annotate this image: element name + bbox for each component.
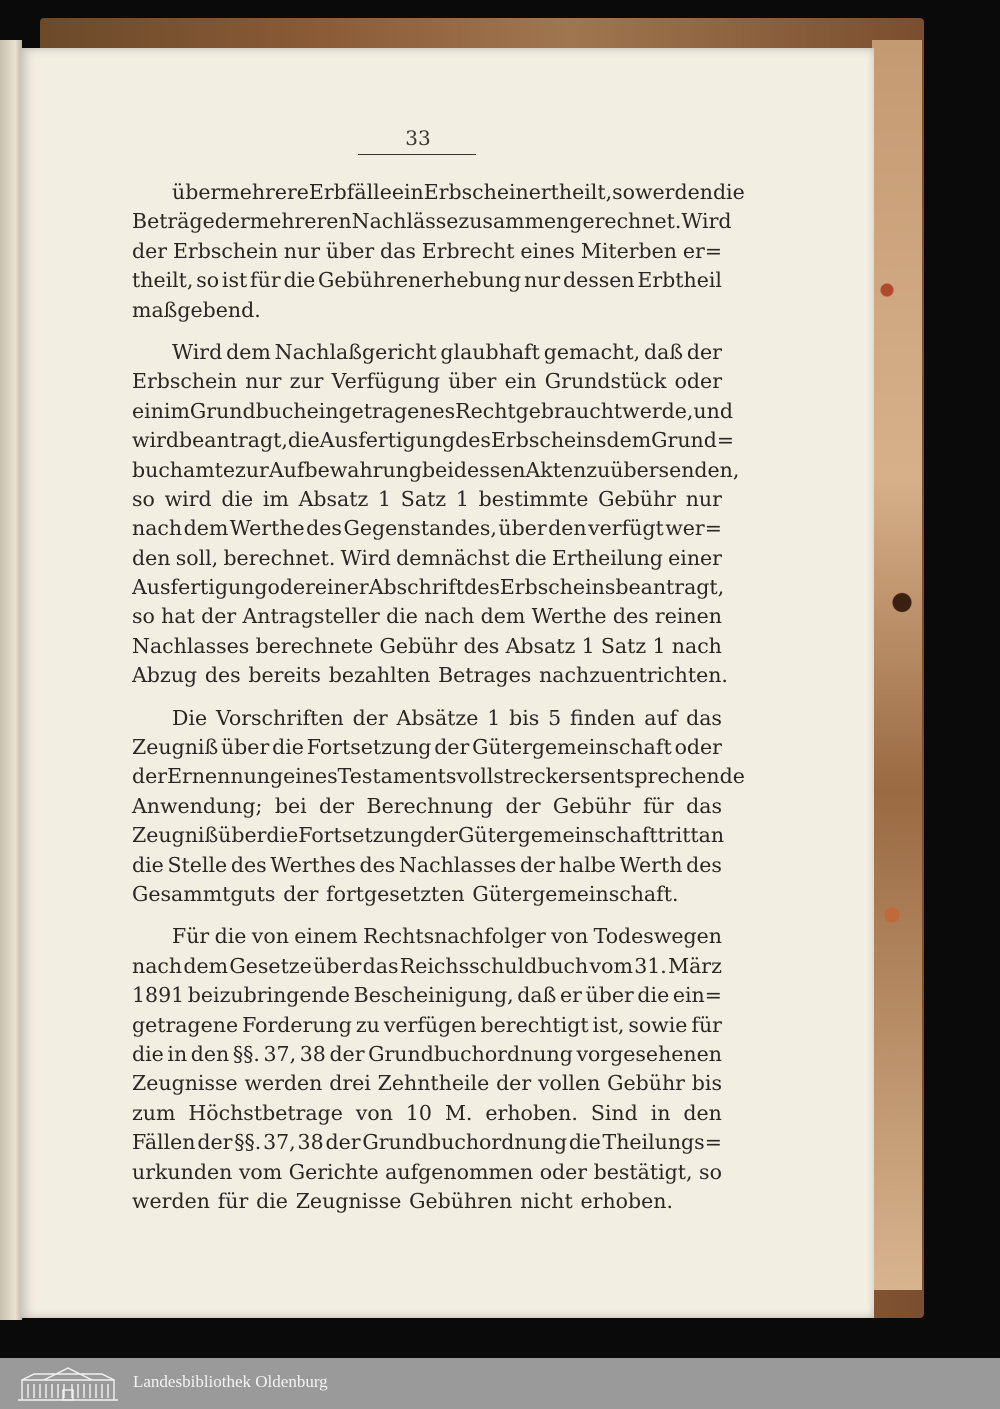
text-line: die in den §§. 37, 38 der Grundbuchordnung vorgesehenen xyxy=(132,1041,722,1066)
text-line: Wird dem Nachlaßgericht glaubhaft gemacht, daß der xyxy=(172,339,722,364)
text-line: Abzug des bereits bezahlten Betrages nachzuentrichten. xyxy=(132,663,728,688)
text-line: so wird die im Absatz 1 Satz 1 bestimmte Gebühr nur xyxy=(132,486,722,511)
footer-bar xyxy=(0,1358,1000,1409)
footer-library-name: Landesbibliothek Oldenburg xyxy=(133,1372,328,1391)
text-line: urkunden vom Gerichte aufgenommen oder bestätigt, so xyxy=(132,1159,722,1184)
text-line: über mehrere Erbfälle ein Erbschein ertheilt, so werden die xyxy=(172,180,745,204)
text-line: Gesammtguts der fortgesetzten Gütergemeinschaft. xyxy=(132,881,679,906)
page-number: 33 xyxy=(405,126,431,150)
text-line: buchamte zur Aufbewahrung bei dessen Akten zu übersenden, xyxy=(132,457,740,482)
text-line: Die Vorschriften der Absätze 1 bis 5 finden auf das xyxy=(172,705,722,730)
page-number-rule xyxy=(358,154,476,155)
text-line: getragene Forderung zu verfügen berechtigt ist, sowie für xyxy=(132,1012,722,1037)
book-cover-marbled-edge xyxy=(872,40,922,1290)
text-line: Beträge der mehreren Nachlässe zusammengerechnet. Wird xyxy=(132,209,732,234)
text-line: der Erbschein nur über das Erbrecht eines Miterben er= xyxy=(132,238,722,263)
page-text xyxy=(132,178,745,1216)
library-building-icon xyxy=(14,1364,122,1402)
text-line: werden für die Zeugnisse Gebühren nicht erhoben. xyxy=(132,1188,673,1213)
paragraph-gap xyxy=(132,909,722,922)
text-line: so hat der Antragsteller die nach dem Werthe des reinen xyxy=(132,604,722,629)
text-line: Für die von einem Rechtsnachfolger von Todeswegen xyxy=(172,924,722,949)
book-page xyxy=(20,48,874,1318)
text-line: Zeugnisse werden drei Zehntheile der vollen Gebühr bis xyxy=(132,1071,722,1096)
text-line: ein im Grundbuch eingetragenes Recht gebraucht werde, und xyxy=(132,398,733,423)
text-line: wird beantragt, die Ausfertigung des Erbscheins dem Grund= xyxy=(132,428,735,453)
text-line: maßgebend. xyxy=(132,297,261,322)
text-line: Nachlasses berechnete Gebühr des Absatz 1 Satz 1 nach xyxy=(132,633,722,658)
text-line: Fällen der §§. 37, 38 der Grundbuchordnung die Theilungs= xyxy=(132,1130,722,1155)
text-line: theilt, so ist für die Gebührenerhebung nur dessen Erbtheil xyxy=(132,268,722,293)
text-line: nach dem Gesetze über das Reichsschuldbuch vom 31. März xyxy=(132,953,722,978)
paragraph-gap xyxy=(132,691,722,704)
text-line: die Stelle des Werthes des Nachlasses der halbe Werth des xyxy=(132,852,722,877)
text-line: Ausfertigung oder einer Abschrift des Erbscheins beantragt, xyxy=(132,575,725,600)
text-line: Zeugniß über die Fortsetzung der Gütergemeinschaft tritt an xyxy=(132,823,725,848)
text-line: der Ernennung eines Testamentsvollstreckers entsprechende xyxy=(132,764,745,789)
text-line: Anwendung; bei der Berechnung der Gebühr für das xyxy=(132,793,722,818)
facing-page-edge xyxy=(0,40,22,1320)
paragraph-gap xyxy=(132,325,722,338)
text-line: Erbschein nur zur Verfügung über ein Grundstück oder xyxy=(132,369,722,394)
text-line: Zeugniß über die Fortsetzung der Gütergemeinschaft oder xyxy=(132,735,722,760)
text-line: den soll, berechnet. Wird demnächst die Ertheilung einer xyxy=(132,545,722,570)
text-line: 1891 beizubringende Bescheinigung, daß er über die ein= xyxy=(132,983,722,1008)
text-line: nach dem Werthe des Gegenstandes, über den verfügt wer= xyxy=(132,516,722,541)
text-line: zum Höchstbetrage von 10 M. erhoben. Sind in den xyxy=(132,1100,722,1125)
